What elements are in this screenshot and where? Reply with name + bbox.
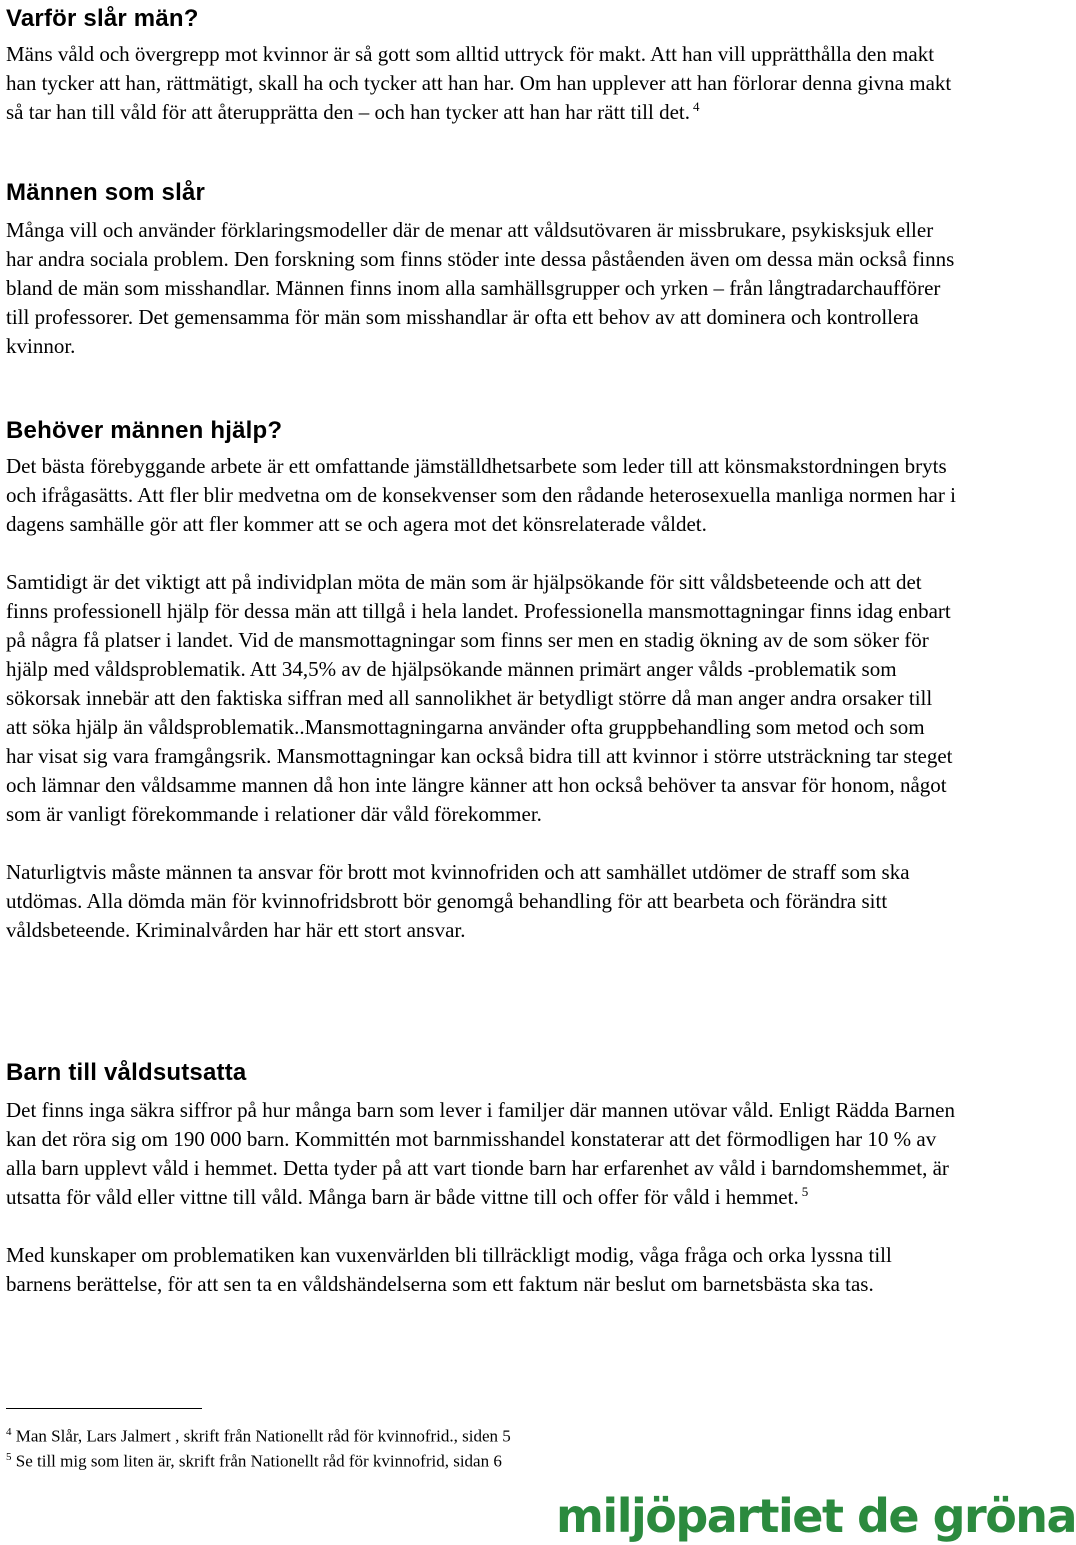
body-paragraph: Samtidigt är det viktigt att på individplan möta de män som är hjälpsökande för sitt våldsbeteende och att det finns professionell hjälp för dessa män att tillgå i hela landet. Professionella mansmottagningar finns idag enbart på några få platser i landet. Vid de mansmottagningar som finns ser men en stadig ökning av de som söker för hjälp med våldsproblematik. Att 34,5% av de hjälpsökande männen primärt anger vålds -problematik som sökorsak innebär att den faktiska siffran med all sannolikhet är betydligt större då man anger andra orsaker till att söka hjälp än våldsproblematik..Mansmottagningarna använder ofta gruppbehandling som metod och som har visat sig vara framgångsrik. Mansmottagningar kan också bidra till att kvinnor i större utsträckning tar steget och lämnar den våldsamme mannen då hon inte längre känner att hon också behöver ta ansvar för honom, något som är vanligt förekommande i relationer där våld förekommer.	[6, 570, 953, 826]
paragraph-text: Mäns våld och övergrepp mot kvinnor är så gott som alltid uttryck för makt. Att han vill upprätthålla den makt han tycker att han, rättmätigt, skall ha och tycker att han har. Om han upplever att han förlorar denna givna makt så tar han till våld för att återupprätta den – och han tycker att han har rätt till det.	[6, 42, 952, 124]
footnote-text: Man Slår, Lars Jalmert , skrift från Nationellt råd för kvinnofrid., siden 5	[15, 1426, 511, 1446]
miljopartiet-logo: miljöpartiet de gröna	[556, 1489, 1076, 1543]
section-varfor-slar-man	[6, 4, 956, 127]
section-heading: Männen som slår	[6, 179, 206, 206]
footnote-divider	[6, 1408, 202, 1409]
footnote-text: Se till mig som liten är, skrift från Nationellt råd för kvinnofrid, sidan 6	[15, 1451, 502, 1471]
footnote-ref: 4	[693, 99, 700, 114]
footnote	[6, 1447, 502, 1472]
section-mannen-som-slar	[6, 178, 956, 361]
section-barn-till-valdsutsatta	[6, 1058, 956, 1299]
footnote-number: 4	[6, 1426, 12, 1438]
footnote-number: 5	[6, 1451, 12, 1463]
footnote	[6, 1422, 511, 1447]
section-heading: Barn till våldsutsatta	[6, 1059, 247, 1086]
section-heading: Varför slår män?	[6, 5, 199, 32]
body-paragraph	[6, 40, 956, 127]
body-paragraph: Många vill och använder förklaringsmodeller där de menar att våldsutövaren är missbrukare, psykisksjuk eller har andra sociala problem. Den forskning som finns stöder inte dessa påståenden även om dessa män också finns bland de män som misshandlar. Männen finns inom alla samhällsgrupper och yrken – från långtradarchaufförer till professorer. Det gemensamma för män som misshandlar är ofta ett behov av att dominera och kontrollera kvinnor.	[6, 218, 955, 358]
section-heading: Behöver männen hjälp?	[6, 417, 283, 444]
body-paragraph	[6, 1096, 956, 1212]
paragraph-text: Det finns inga säkra siffror på hur många barn som lever i familjer där mannen utövar våld. Enligt Rädda Barnen kan det röra sig om 190 000 barn. Kommittén mot barnmisshandel konstaterar att det förmodligen har 10 % av alla barn upplevt våld i hemmet. Detta tyder på att vart tionde barn har erfarenhet av våld i barndomshemmet, är utsatta för våld eller vittne till våld. Många barn är både vittne till och offer för våld i hemmet.	[6, 1098, 955, 1209]
body-paragraph: Det bästa förebyggande arbete är ett omfattande jämställdhetsarbete som leder till att könsmakstordningen bryts och ifrågasätts. Att fler blir medvetna om de konsekvenser som den rådande heterosexuella manliga normen har i dagens samhälle gör att fler kommer att se och agera mot det könsrelaterade våldet.	[6, 454, 956, 536]
body-paragraph: Med kunskaper om problematiken kan vuxenvärlden bli tillräckligt modig, våga fråga och orka lyssna till barnens berättelse, för att sen ta en våldshändelserna som ett faktum när beslut om barnetsbästa ska tas.	[6, 1243, 892, 1296]
footnote-ref: 5	[801, 1184, 809, 1199]
section-behover-mannen-hjalp	[6, 416, 956, 945]
body-paragraph: Naturligtvis måste männen ta ansvar för brott mot kvinnofriden och att samhället utdömer de straff som ska utdömas. Alla dömda män för kvinnofridsbrott bör genomgå behandling för att bearbeta och förändra sitt våldsbeteende. Kriminalvården har här ett stort ansvar.	[6, 860, 910, 942]
